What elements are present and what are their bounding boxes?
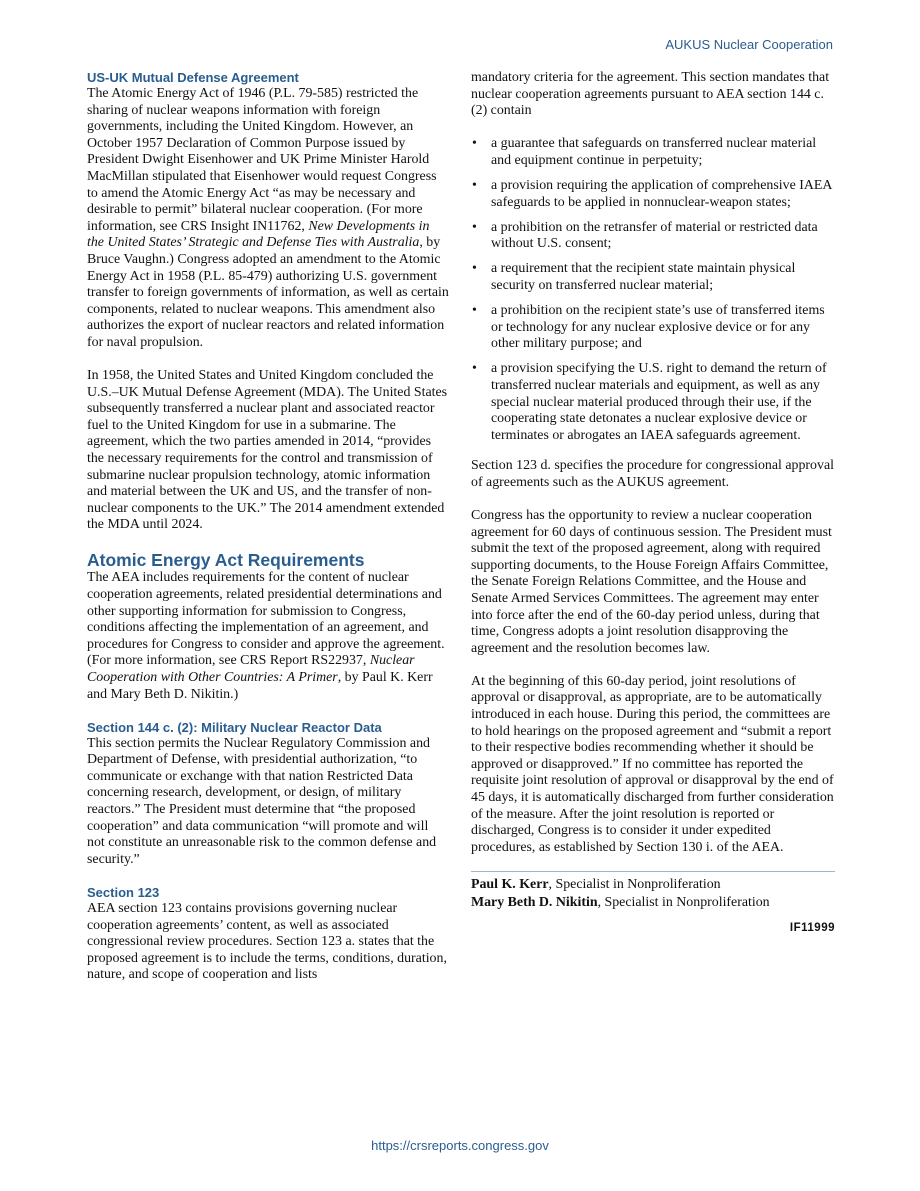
running-header: AUKUS Nuclear Cooperation — [665, 37, 833, 52]
section-heading-mda: US-UK Mutual Defense Agreement — [87, 70, 299, 85]
list-item: • a provision requiring the application of comprehensive IAEA safeguards to be applied in nonnuclear-weapon states; — [472, 177, 832, 210]
paragraph: At the beginning of this 60-day period, joint resolutions of approval or disapproval, as appropriate, are to be automatically introduced in each house. During this period, the committees are to hold hearings on the proposed agreement and “submit a report to their respective bodies recommending whether it should be approved or disapproved.” If no committee has reported the requisite joint resolution of approval or disapproval by the end of 45 days, it is automatically discharged from further consideration of the measure. After the joint resolution is reported or discharged, Congress is to consider it under expedited procedures, as established by Section 130 i. of the AEA. — [471, 673, 834, 855]
bullet-icon: • — [472, 177, 477, 193]
criteria-list — [471, 136, 835, 444]
bullet-icon: • — [472, 361, 477, 377]
paragraph: The AEA includes requirements for the content of nuclear cooperation agreements, related presidential determinations and other supporting information for submission to Congress, conditions affecting the implementation of an agreement, and procedures for Congress to consider and approve the agreement. (For more information, see CRS Report RS22937, Nuclear Cooperation with Other Countries: A Primer, by Paul K. Kerr and Mary Beth D. Nikitin.) — [87, 570, 445, 702]
section-heading-aea: Atomic Energy Act Requirements — [87, 550, 365, 571]
list-item: • a guarantee that safeguards on transferred nuclear material and equipment continue in perpetuity; — [472, 136, 817, 168]
author-name: Paul K. Kerr — [471, 877, 549, 893]
author-name: Mary Beth D. Nikitin — [471, 895, 598, 911]
cited-title: Nuclear Cooperation with Other Countries: A Primer — [87, 653, 415, 685]
bullet-icon: • — [472, 219, 477, 235]
paragraph: Congress has the opportunity to review a nuclear cooperation agreement for 60 days of continuous session. The President must submit the text of the proposed agreement, along with required supporting documents, to the House Foreign Affairs Committee, the Senate Foreign Relations Committee, and the House and Senate Armed Services Committees. The agreement may enter into force after the end of the 60-day period unless, during that time, Congress adopts a joint resolution disapproving the agreement and the resolution becomes law. — [471, 507, 832, 656]
author-title: , Specialist in Nonproliferation — [548, 877, 721, 893]
cited-title: New Developments in the United States’ Strategic and Defense Ties with Australia — [87, 218, 430, 251]
list-item: • a provision specifying the U.S. right to demand the return of transferred nuclear materials and equipment, as well as any special nuclear material produced through their use, if the cooperating state detonates a nuclear explosive device or terminates or abrogates an IAEA safeguards agreement. — [472, 361, 827, 443]
author-line — [471, 894, 835, 912]
author-divider — [471, 871, 835, 872]
paragraph: mandatory criteria for the agreement. This section mandates that nuclear cooperation agreements pursuant to AEA section 144 c. (2) contain — [471, 70, 830, 119]
left-column — [87, 70, 449, 1000]
paragraph: Section 123 d. specifies the procedure for congressional approval of agreements such as the AUKUS agreement. — [471, 458, 834, 490]
list-item: • a prohibition on the retransfer of material or restricted data without U.S. consent; — [472, 219, 818, 252]
paragraph: In 1958, the United States and United Kingdom concluded the U.S.–UK Mutual Defense Agreement (MDA). The United States subsequently transferred a nuclear plant and associated reactor fuel to the United Kingdom for use in a submarine. The agreement, which the two parties amended in 2014, “provides the necessary requirements for the control and transmission of submarine nuclear propulsion technology, atomic information and material between the UK and US, and the transfer of non-nuclear components to the UK.” The 2014 amendment extended the MDA until 2024. — [87, 368, 448, 533]
list-item: • a requirement that the recipient state maintain physical security on transferred nuclear material; — [472, 261, 796, 293]
right-column — [471, 70, 835, 934]
bullet-icon: • — [472, 136, 477, 152]
footer-url[interactable]: https://crsreports.congress.gov — [371, 1138, 549, 1153]
report-id: IF11999 — [789, 922, 835, 935]
paragraph: This section permits the Nuclear Regulatory Commission and Department of Defense, with presidential authorization, “to communicate or exchange with that nation Restricted Data concerning research, development, or design, of military reactors.” The President must determine that “the proposed cooperation” and data communication “will promote and will not constitute an unreasonable risk to the common defense and security.” — [87, 735, 437, 867]
author-title: , Specialist in Nonproliferation — [597, 895, 770, 911]
section-heading-144c: Section 144 c. (2): Military Nuclear Reactor Data — [87, 719, 382, 735]
paragraph: AEA section 123 contains provisions governing nuclear cooperation agreements’ content, as well as associated congressional review procedures. Section 123 a. states that the proposed agreement is to include the terms, conditions, duration, nature, and scope of cooperation and lists — [87, 900, 447, 983]
author-line — [471, 876, 835, 894]
paragraph: The Atomic Energy Act of 1946 (P.L. 79-585) restricted the sharing of nuclear weapons information with foreign governments, including the United Kingdom. However, an October 1957 Declaration of Common Purpose issued by President Dwight Eisenhower and UK Prime Minister Harold MacMillan stipulated that Eisenhower would request Congress to amend the Atomic Energy Act “as may be necessary and desirable to permit” bilateral nuclear cooperation. (For more information, see CRS Insight IN11762, New Developments in the United States’ Strategic and Defense Ties with Australia, by Bruce Vaughn.) Congress adopted an amendment to the Atomic Energy Act in 1958 (P.L. 85-479) authorizing U.S. government transfer to foreign governments of information, as well as certain components, related to nuclear weapons. This amendment also authorizes the export of nuclear reactors and related information for naval propulsion. — [87, 86, 449, 350]
bullet-icon: • — [472, 303, 477, 319]
bullet-icon: • — [472, 261, 477, 277]
list-item: • a prohibition on the recipient state’s use of transferred items or technology for any nuclear explosive device or for any other military purpose; and — [472, 303, 825, 352]
section-heading-123: Section 123 — [87, 884, 160, 900]
